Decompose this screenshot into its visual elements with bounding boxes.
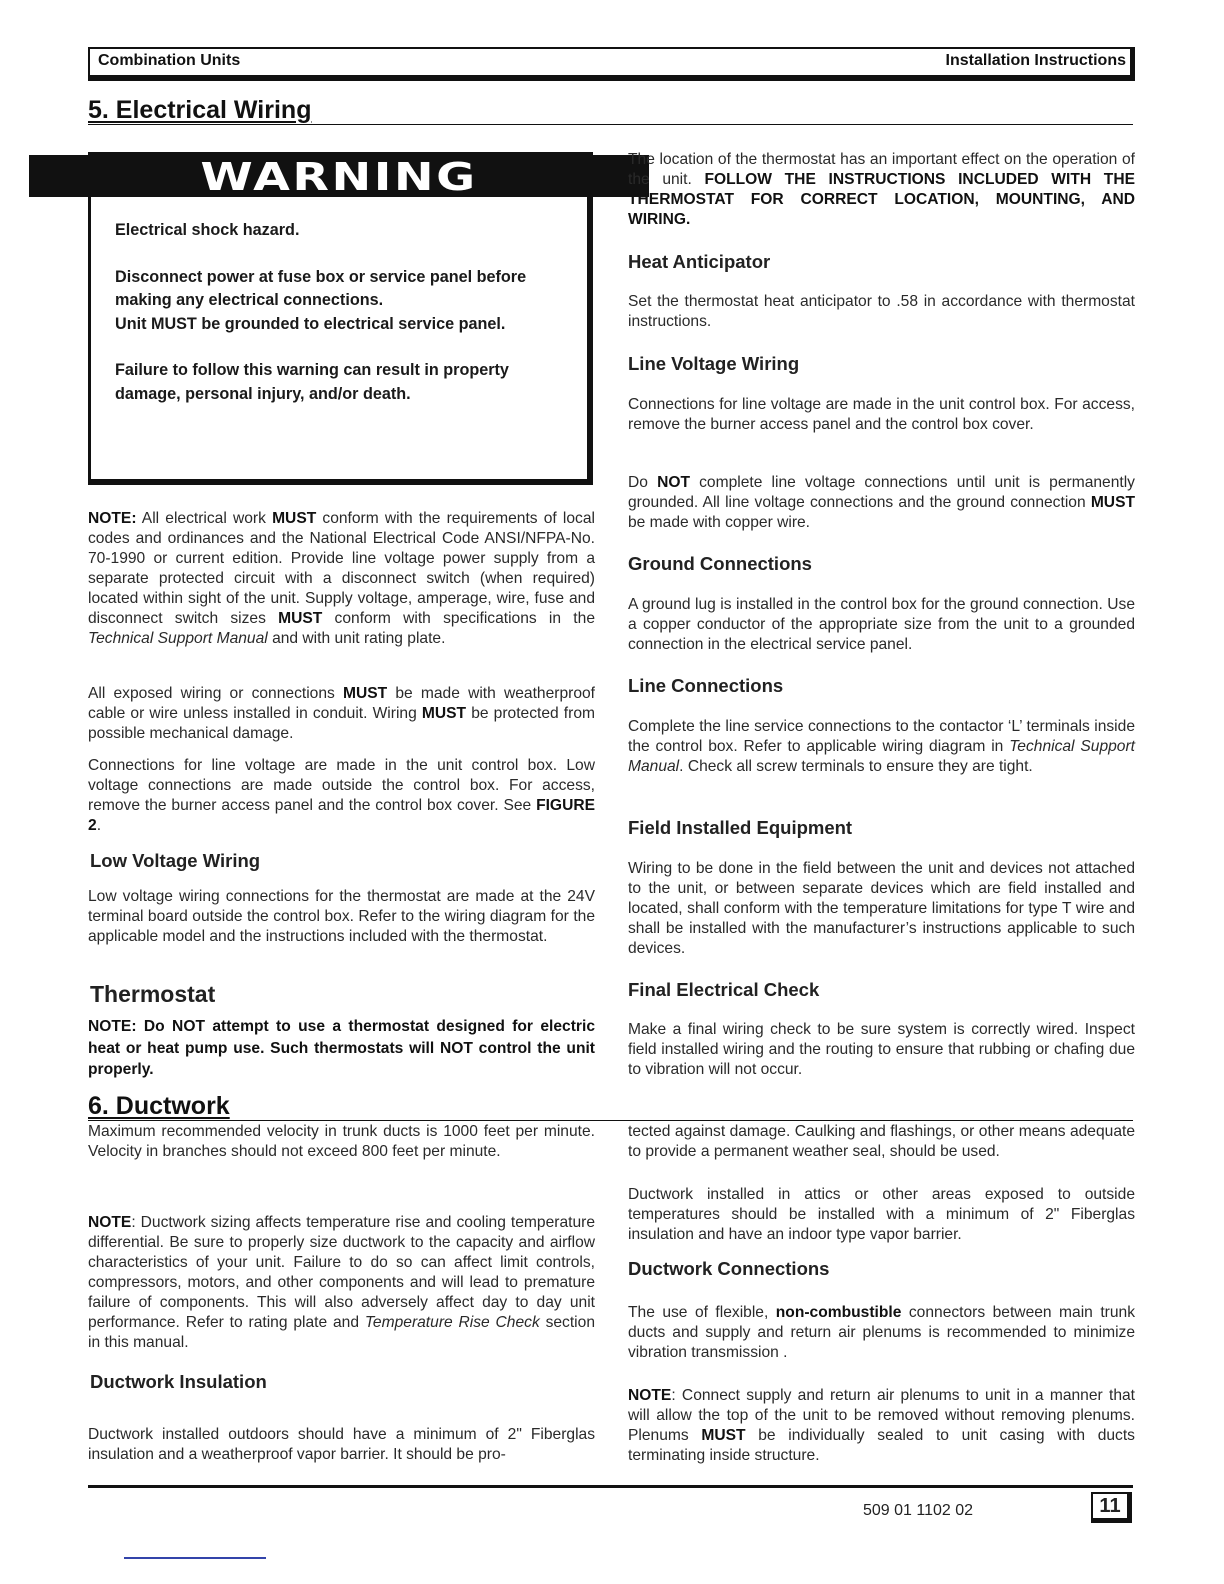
text-run: tected against damage. Caulking and flashings, or other means adequate to provide a permanent weather seal, should be used. bbox=[628, 1123, 1135, 1160]
heading-line-connections: Line Connections bbox=[628, 675, 784, 696]
emphasis-text: NOT bbox=[657, 474, 690, 491]
text-run: Wiring to be done in the field between the unit and devices not attached to the unit, or between separate devices which are field installed and located, shall conform with the temperature limitations for type T wire and shall be installed with the manufacturer’s instructions applicable to such devices. bbox=[628, 860, 1135, 957]
document-number: 509 01 1102 02 bbox=[863, 1502, 974, 1519]
text-run: Ductwork installed in attics or other areas exposed to outside temperatures should be installed with a minimum of 2" Fiberglas insulation and have an indoor type vapor barrier. bbox=[628, 1186, 1135, 1243]
emphasis-text: NOTE: bbox=[88, 510, 137, 527]
note-ductwork-sizing bbox=[88, 1213, 595, 1353]
text-run: . Check all screw terminals to ensure they are tight. bbox=[679, 758, 1033, 775]
text-run: : Connect supply and return air plenums to unit in a manner that will allow the top of the unit to be removed without removing plenums. Plenums bbox=[628, 1387, 1135, 1444]
paragraph-connections bbox=[88, 756, 595, 836]
text-run: All electrical work bbox=[136, 510, 273, 527]
text-run: be made with weatherproof cable or wire unless installed in conduit. Wiring bbox=[88, 685, 596, 722]
header-right: Installation Instructions bbox=[945, 52, 1126, 69]
heading-field-installed: Field Installed Equipment bbox=[628, 817, 853, 838]
section-title-electrical-wiring bbox=[88, 96, 1133, 125]
text-run: conform with specifications in the bbox=[322, 610, 595, 627]
emphasis-text: non-combustible bbox=[775, 1304, 902, 1321]
section-title-text: 5. Electrical Wiring bbox=[88, 96, 312, 124]
emphasis-text: MUST bbox=[272, 510, 317, 527]
text-run: A ground lug is installed in the control box for the ground connection. Use a copper conductor of the appropriate size from the unit to a grounded connection in the electrical service panel. bbox=[628, 596, 1135, 653]
text-run: conform with the requirements of local codes and ordinances and the National Electrical Code ANSI/NFPA-No. 70-1990 or current edition. Provide line voltage power supply from a separate protected circuit with a disconnect switch (when required) located within sight of the unit. Supply voltage, amperage, wire, fuse and disconnect switch sizes bbox=[88, 510, 595, 627]
paragraph-ground bbox=[628, 595, 1135, 655]
header-left: Combination Units bbox=[98, 52, 241, 69]
footer-rule bbox=[88, 1485, 1133, 1488]
note-electrical bbox=[88, 509, 595, 649]
emphasis-text: NOTE: Do NOT attempt to use a thermostat designed for electric heat or heat pump use. Such thermostats will NOT control the unit properly. bbox=[88, 1018, 595, 1078]
emphasis-text: FOLLOW THE INSTRUCTIONS INCLUDED WITH THE THERMOSTAT FOR CORRECT LOCATION, MOUNTING, AND WIRING. bbox=[628, 171, 1135, 228]
paragraph-insulation-cont bbox=[628, 1122, 1135, 1162]
text-run: complete line voltage connections until unit is permanently grounded. All line voltage connections and the ground connection bbox=[628, 474, 1135, 511]
warning-line: Unit MUST be grounded to electrical service panel. bbox=[115, 314, 506, 333]
text-run: Ductwork installed outdoors should have a minimum of 2" Fiberglas insulation and a weatherproof vapor barrier. It should be pro- bbox=[88, 1426, 595, 1463]
paragraph-low-voltage bbox=[88, 887, 595, 947]
text-run: section in this manual. bbox=[88, 1314, 595, 1351]
text-run: be protected from possible mechanical damage. bbox=[88, 705, 595, 742]
text-run: Set the thermostat heat anticipator to .58 in accordance with thermostat instructions. bbox=[628, 293, 1135, 330]
emphasis-text: MUST bbox=[343, 685, 388, 702]
page-number: 11 bbox=[1091, 1492, 1132, 1523]
warning-title: WARNING bbox=[29, 155, 649, 197]
running-header bbox=[88, 47, 1135, 81]
thermostat-note bbox=[88, 1016, 595, 1081]
emphasis-text: MUST bbox=[701, 1427, 746, 1444]
emphasis-text: NOTE bbox=[628, 1387, 672, 1404]
warning-box bbox=[88, 152, 593, 485]
heading-low-voltage: Low Voltage Wiring bbox=[90, 850, 261, 871]
text-run: and with unit rating plate. bbox=[267, 630, 446, 647]
text-run: be made with copper wire. bbox=[628, 514, 811, 531]
text-run: be individually sealed to unit casing with ducts terminating inside structure. bbox=[628, 1427, 1135, 1464]
text-run: The use of flexible, bbox=[628, 1304, 776, 1321]
text-run: connectors between main trunk ducts and supply and return air plenums is recommended to minimize vibration transmission . bbox=[628, 1304, 1135, 1361]
warning-line: Failure to follow this warning can result in property damage, personal injury, and/or death. bbox=[115, 361, 509, 403]
paragraph-insulation bbox=[88, 1425, 595, 1465]
section-title-text: 6. Ductwork bbox=[88, 1092, 230, 1120]
heading-ductwork-connections: Ductwork Connections bbox=[628, 1258, 830, 1279]
heading-heat-anticipator: Heat Anticipator bbox=[628, 251, 771, 272]
italic-reference: Technical Support Manual bbox=[628, 738, 1135, 775]
warning-line: Disconnect power at fuse box or service panel before making any electrical connections. bbox=[115, 267, 527, 309]
text-run: Connections for line voltage are made in the unit control box. Low voltage connections are made outside the control box. For access, remove the burner access panel and the control box cover. See bbox=[88, 757, 595, 814]
heading-line-voltage: Line Voltage Wiring bbox=[628, 353, 800, 374]
paragraph-line-connections bbox=[628, 717, 1135, 777]
text-run: All exposed wiring or connections bbox=[88, 685, 343, 702]
emphasis-text: MUST bbox=[1090, 494, 1135, 511]
text-run: . bbox=[96, 817, 102, 834]
paragraph-velocity bbox=[88, 1122, 595, 1162]
emphasis-text: MUST bbox=[421, 705, 467, 722]
paragraph-attics bbox=[628, 1185, 1135, 1245]
heading-ground: Ground Connections bbox=[628, 553, 812, 574]
italic-reference: Temperature Rise Check bbox=[364, 1314, 540, 1331]
paragraph-heat-anticipator bbox=[628, 292, 1135, 332]
text-run: Complete the line service connections to the contactor ‘L’ terminals inside the control box. Refer to applicable wiring diagram in bbox=[628, 718, 1135, 755]
paragraph-exposed-wiring bbox=[88, 684, 595, 744]
paragraph-do-not bbox=[628, 473, 1135, 533]
heading-thermostat: Thermostat bbox=[90, 981, 216, 1007]
text-run: Connections for line voltage are made in the unit control box. For access, remove the burner access panel and the control box cover. bbox=[628, 396, 1135, 433]
paragraph-final-check bbox=[628, 1020, 1135, 1080]
paragraph-field-installed bbox=[628, 859, 1135, 959]
italic-reference: Technical Support Manual bbox=[88, 630, 268, 647]
text-run: Do bbox=[628, 474, 658, 491]
warning-line: Electrical shock hazard. bbox=[115, 221, 300, 239]
emphasis-text: NOTE bbox=[88, 1214, 132, 1231]
section-title-ductwork bbox=[88, 1092, 1133, 1121]
text-run: : Ductwork sizing affects temperature rise and cooling temperature differential. Be sure to properly size ductwork to the capacity and airflow characteristics of your unit. Failure to do so can affect limit controls, compressors, motors, and other components and will lead to premature failure of components. This will also adversely affect day to day unit performance. Refer to rating plate and bbox=[88, 1214, 595, 1331]
emphasis-text: FIGURE 2 bbox=[88, 797, 595, 834]
heading-final-check: Final Electrical Check bbox=[628, 979, 820, 1000]
emphasis-text: MUST bbox=[278, 610, 323, 627]
note-plenums bbox=[628, 1386, 1135, 1466]
text-run: Maximum recommended velocity in trunk ducts is 1000 feet per minute. Velocity in branches should not exceed 800 feet per minute. bbox=[88, 1123, 595, 1160]
link-underline bbox=[124, 1557, 266, 1559]
text-run: Make a final wiring check to be sure system is correctly wired. Inspect field installed wiring and the routing to ensure that rubbing or chafing due to vibration will not occur. bbox=[628, 1021, 1135, 1078]
paragraph-thermostat-location bbox=[628, 150, 1135, 230]
paragraph-flexible bbox=[628, 1303, 1135, 1363]
text-run: The location of the thermostat has an important effect on the operation of the unit. bbox=[628, 151, 1135, 188]
heading-ductwork-insulation: Ductwork Insulation bbox=[90, 1371, 267, 1392]
paragraph-line-voltage bbox=[628, 395, 1135, 435]
text-run: Low voltage wiring connections for the thermostat are made at the 24V terminal board outside the control box. Refer to the wiring diagram for the applicable model and the instructions included with the thermostat. bbox=[88, 888, 595, 945]
